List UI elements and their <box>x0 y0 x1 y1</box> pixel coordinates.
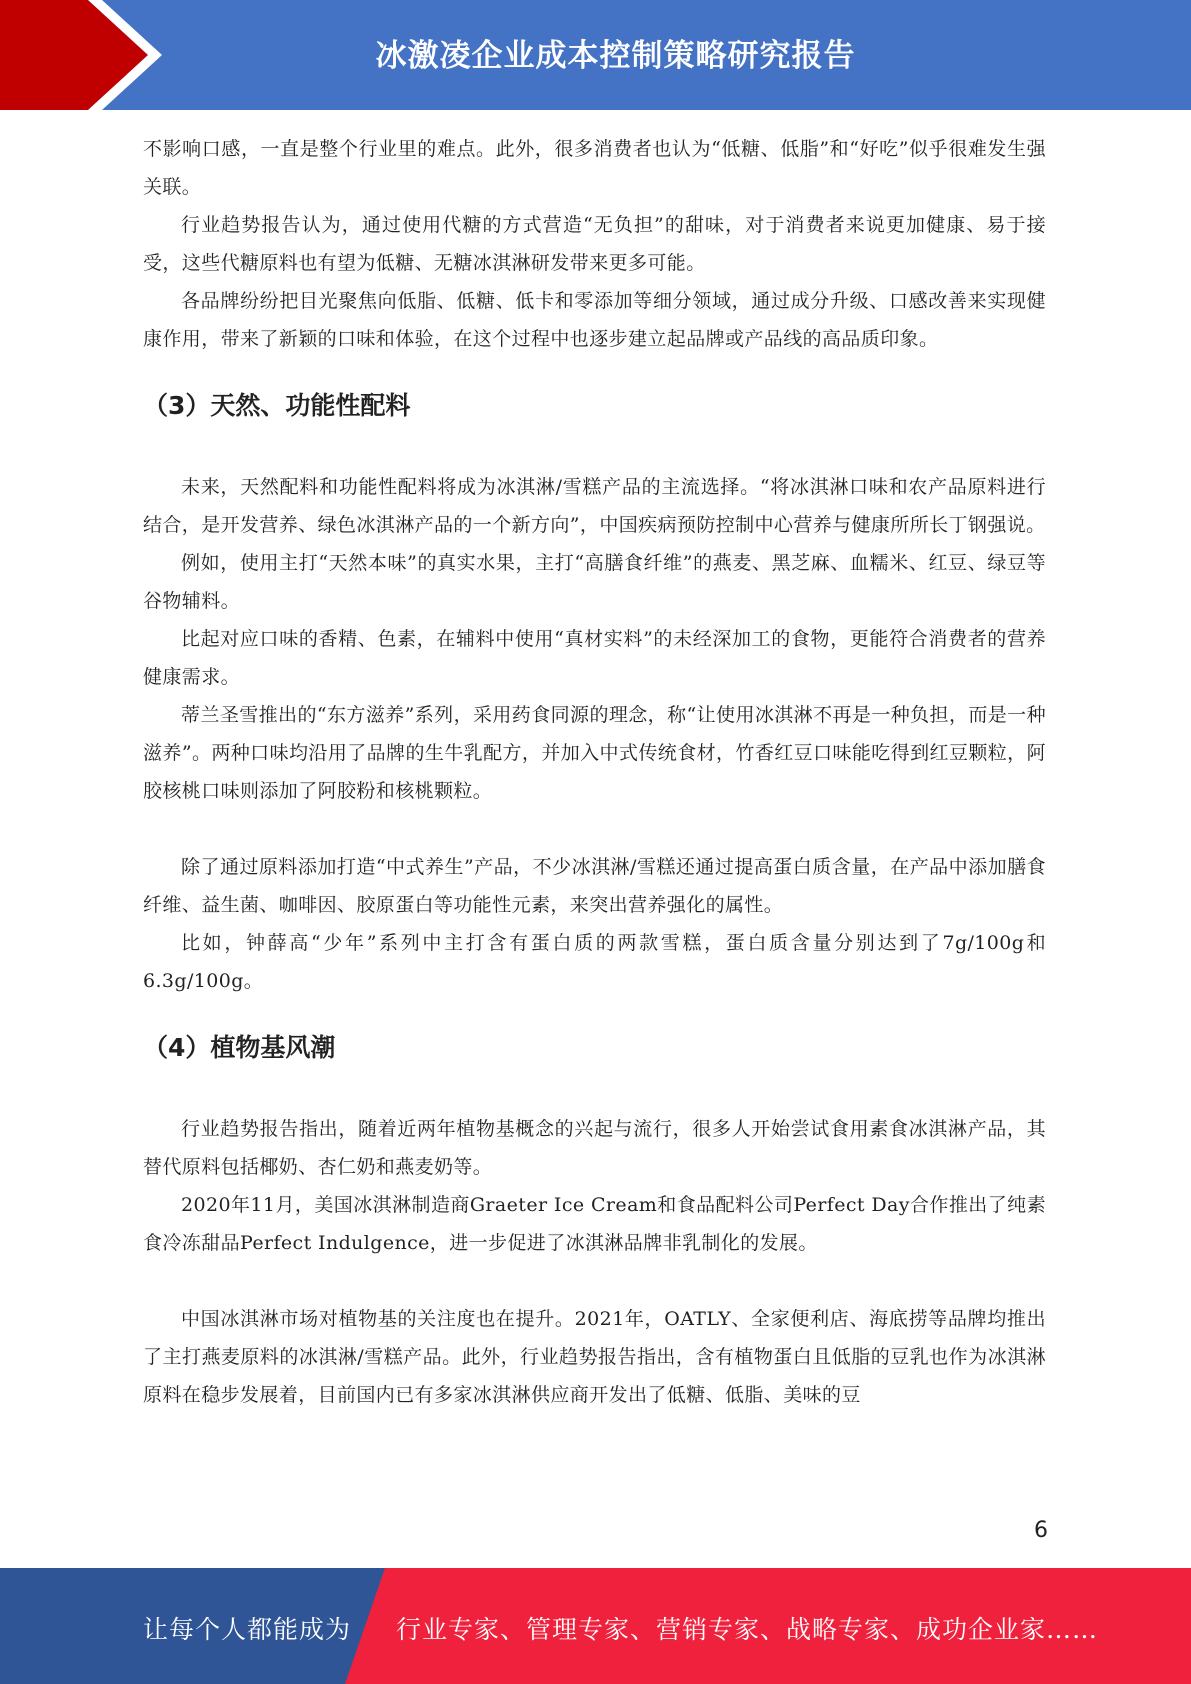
main-content <box>143 130 1046 1414</box>
section-heading-3: （3）天然、功能性配料 <box>143 391 411 420</box>
paragraph: 例如，使用主打“天然本味”的真实水果，主打“高膳食纤维”的燕麦、黑芝麻、血糯米、红豆、绿豆等谷物辅料。 <box>143 552 1046 612</box>
paragraph: 行业趋势报告认为，通过使用代糖的方式营造“无负担”的甜味，对于消费者来说更加健康、易于接受，这些代糖原料也有望为低糖、无糖冰淇淋研发带来更多可能。 <box>143 214 1046 274</box>
page-header <box>0 0 1191 110</box>
footer-slogan-left: 让每个人都能成为 <box>143 1615 352 1644</box>
paragraph: 2020年11月，美国冰淇淋制造商Graeter Ice Cream和食品配料公司Perfect Day合作推出了纯素食冷冻甜品Perfect Indulgence，进一步促进了冰淇淋品牌非乳制化的发展。 <box>143 1194 1046 1254</box>
page-footer <box>0 1568 1191 1684</box>
page-number: 6 <box>1034 1518 1048 1543</box>
paragraph: 行业趋势报告指出，随着近两年植物基概念的兴起与流行，很多人开始尝试食用素食冰淇淋产品，其替代原料包括椰奶、杏仁奶和燕麦奶等。 <box>143 1118 1046 1178</box>
paragraph: 不影响口感，一直是整个行业里的难点。此外，很多消费者也认为“低糖、低脂”和“好吃”似乎很难发生强关联。 <box>143 138 1046 198</box>
paragraph: 中国冰淇淋市场对植物基的关注度也在提升。2021年，OATLY、全家便利店、海底捞等品牌均推出了主打燕麦原料的冰淇淋/雪糕产品。此外，行业趋势报告指出，含有植物蛋白且低脂的豆乳也作为冰淇淋原料在稳步发展着，目前国内已有多家冰淇淋供应商开发出了低糖、低脂、美味的豆 <box>143 1308 1046 1406</box>
paragraph: 未来，天然配料和功能性配料将成为冰淇淋/雪糕产品的主流选择。“将冰淇淋口味和农产品原料进行结合，是开发营养、绿色冰淇淋产品的一个新方向”，中国疾病预防控制中心营养与健康所所长丁钢强说。 <box>143 476 1046 536</box>
footer-slogan-right: 行业专家、管理专家、营销专家、战略专家、成功企业家…… <box>396 1615 1099 1644</box>
paragraph: 除了通过原料添加打造“中式养生”产品，不少冰淇淋/雪糕还通过提高蛋白质含量，在产品中添加膳食纤维、益生菌、咖啡因、胶原蛋白等功能性元素，来突出营养强化的属性。 <box>143 856 1046 916</box>
report-title: 冰激凌企业成本控制策略研究报告 <box>375 38 856 74</box>
paragraph: 蒂兰圣雪推出的“东方滋养”系列，采用药食同源的理念，称“让使用冰淇淋不再是一种负担，而是一种滋养”。两种口味均沿用了品牌的生牛乳配方，并加入中式传统食材，竹香红豆口味能吃得到红豆颗粒，阿胶核桃口味则添加了阿胶粉和核桃颗粒。 <box>143 704 1046 802</box>
paragraph: 比起对应口味的香精、色素，在辅料中使用“真材实料”的未经深加工的食物，更能符合消费者的营养健康需求。 <box>143 628 1046 688</box>
paragraph: 比如，钟薛高“少年”系列中主打含有蛋白质的两款雪糕，蛋白质含量分别达到了7g/100g和6.3g/100g。 <box>143 932 1046 992</box>
paragraph: 各品牌纷纷把目光聚焦向低脂、低糖、低卡和零添加等细分领域，通过成分升级、口感改善来实现健康作用，带来了新颖的口味和体验，在这个过程中也逐步建立起品牌或产品线的高品质印象。 <box>143 290 1046 350</box>
section-heading-4: （4）植物基风潮 <box>143 1033 336 1062</box>
